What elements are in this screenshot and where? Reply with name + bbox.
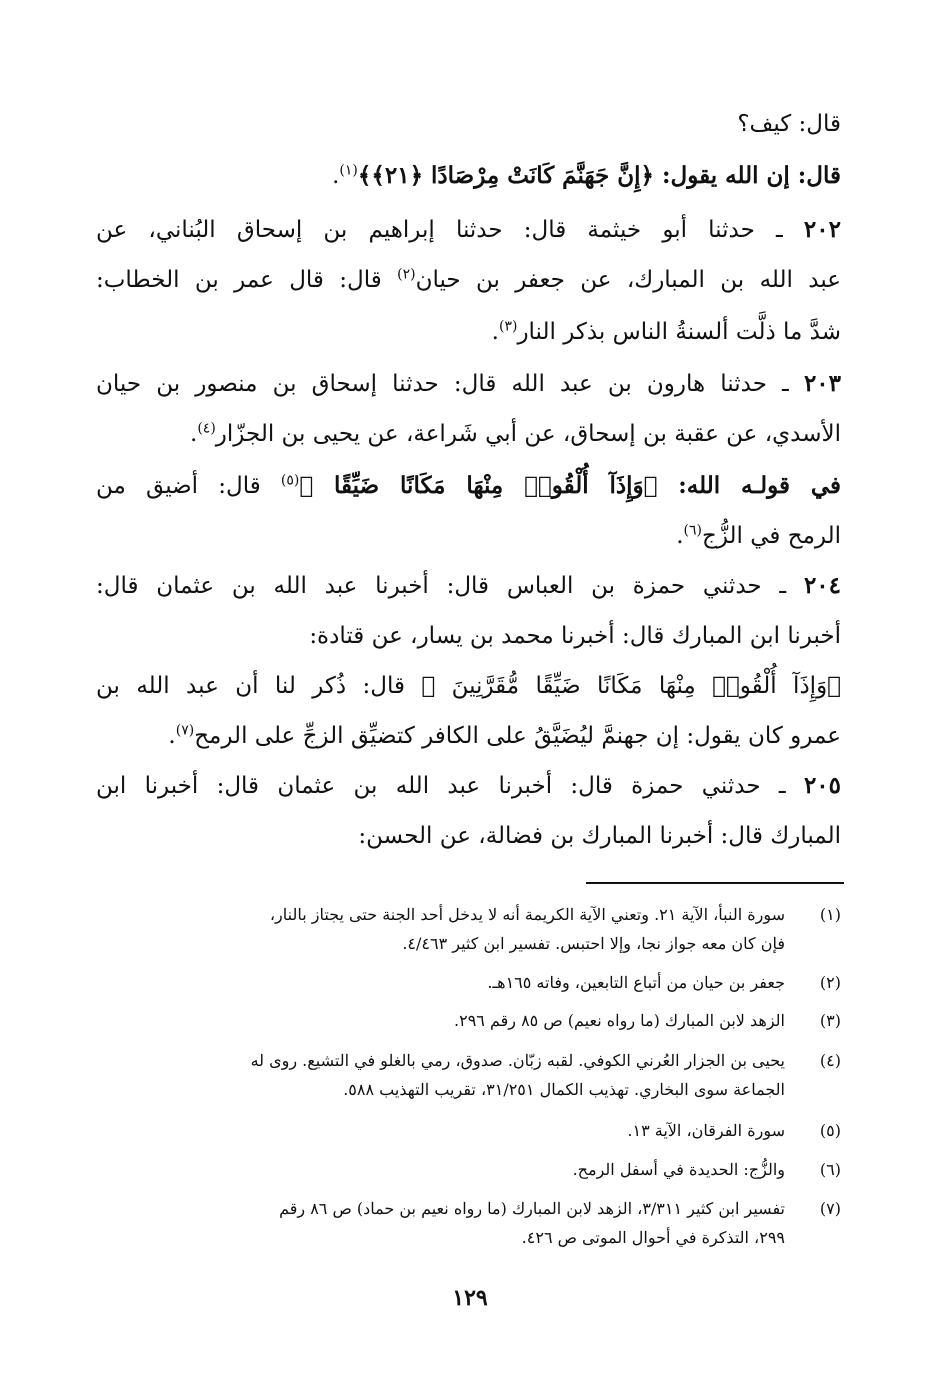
page-number: ١٢٩ (452, 1285, 488, 1311)
text-line: قال: إن الله يقول: ﴿إِنَّ جَهَنَّمَ كَانَتْ مِرْصَادًا ﴿٢١﴾﴾$^{(١)}$. (332, 162, 841, 189)
hadith-203-line: ٢٠٣ ـ حدثنا هارون بن عبد الله قال: حدثنا إسحاق بن منصور بن حيان (96, 370, 841, 397)
hadith-205-line: ٢٠٥ ـ حدثني حمزة قال: أخبرنا عبد الله بن عثمان قال: أخبرنا ابن (96, 772, 841, 799)
hadith-number: ٢٠٤ (803, 572, 841, 599)
hadith-number: ٢٠٢ (803, 216, 841, 243)
text-line: ﴿وَإِذَآ أُلْقُوا۟ مِنْهَا مَكَانًا ضَيِّقًا مُّقَرَّنِينَ ﴾ قال: ذُكر لنا أن عبد الله بن (96, 673, 841, 699)
footnote-4: (٤) يحيى بن الجزار العُرني الكوفي. لقبه زبّان. صدوق، رمي بالغلو في التشيع. روى له الجماعة سوى البخاري. تهذيب الكمال ٣١/٢٥١، تقريب التهذيب ٥٨٨. (250, 1051, 841, 1099)
footnote-2: (٢) جعفر بن حيان من أتباع التابعين، وفاته ١٦٥هـ. (487, 973, 841, 992)
footnote-1: (١) سورة النبأ، الآية ٢١. وتعني الآية الكريمة أنه لا يدخل أحد الجنة حتى يجتاز بالنار، فإن كان معه جواز نجا، وإلا احتبس. تفسير ابن كثير ٤/٤٦٣. (269, 905, 841, 953)
footnote-5: (٥) سورة الفرقان، الآية ١٣. (627, 1121, 841, 1140)
hadith-number: ٢٠٥ (803, 772, 841, 799)
footnote-6: (٦) والزُّج: الحديدة في أسفل الرمح. (572, 1160, 841, 1179)
text-line: المبارك قال: أخبرنا المبارك بن فضالة، عن الحسن: (358, 823, 841, 849)
hadith-number: ٢٠٣ (803, 370, 841, 397)
hadith-202-line: ٢٠٢ ـ حدثنا أبو خيثمة قال: حدثنا إبراهيم بن إسحاق البُناني، عن (96, 216, 841, 243)
text-line: الأسدي، عن عقبة بن إسحاق، عن أبي شَراعة، عن يحيى بن الجزّار$^{(٤)}$. (190, 420, 841, 447)
text-line: عبد الله بن المبارك، عن جعفر بن حيان$^{(٢)}$ قال: قال عمر بن الخطاب: (96, 266, 841, 293)
text-line: أخبرنا ابن المبارك قال: أخبرنا محمد بن يسار، عن قتادة: (309, 623, 841, 649)
text-line: قال: كيف؟ (737, 111, 841, 137)
text-line: الرمح في الزُّج$^{(٦)}$. (676, 522, 841, 549)
footnote-7: (٧) تفسير ابن كثير ٣/٣١١، الزهد لابن المبارك (ما رواه نعيم بن حماد) ص ٨٦ رقم ٢٩٩، التذكرة في أحوال الموتى ص ٤٢٦. (279, 1199, 841, 1247)
footnote-separator (586, 882, 844, 884)
footnote-3: (٣) الزهد لابن المبارك (ما رواه نعيم) ص ٨٥ رقم ٢٩٦. (454, 1011, 841, 1030)
text-line: شدَّ ما ذلَّت ألسنةُ الناس بذكر النار$^{(٣)}$. (491, 318, 841, 345)
text-line: عمرو كان يقول: إن جهنمَّ ليُضَيَّقُ على الكافر كتضيِّق الزجِّ على الرمح$^{(٧)}$. (168, 722, 841, 749)
text-line: في قولـه الله: ﴿وَإِذَآ أُلْقُوا۟ مِنْهَا مَكَانًا ضَيِّقًا ﴾$^{(٥)}$ قال: أضيق من (96, 472, 842, 499)
hadith-204-line: ٢٠٤ ـ حدثني حمزة بن العباس قال: أخبرنا عبد الله بن عثمان قال: (96, 572, 841, 599)
